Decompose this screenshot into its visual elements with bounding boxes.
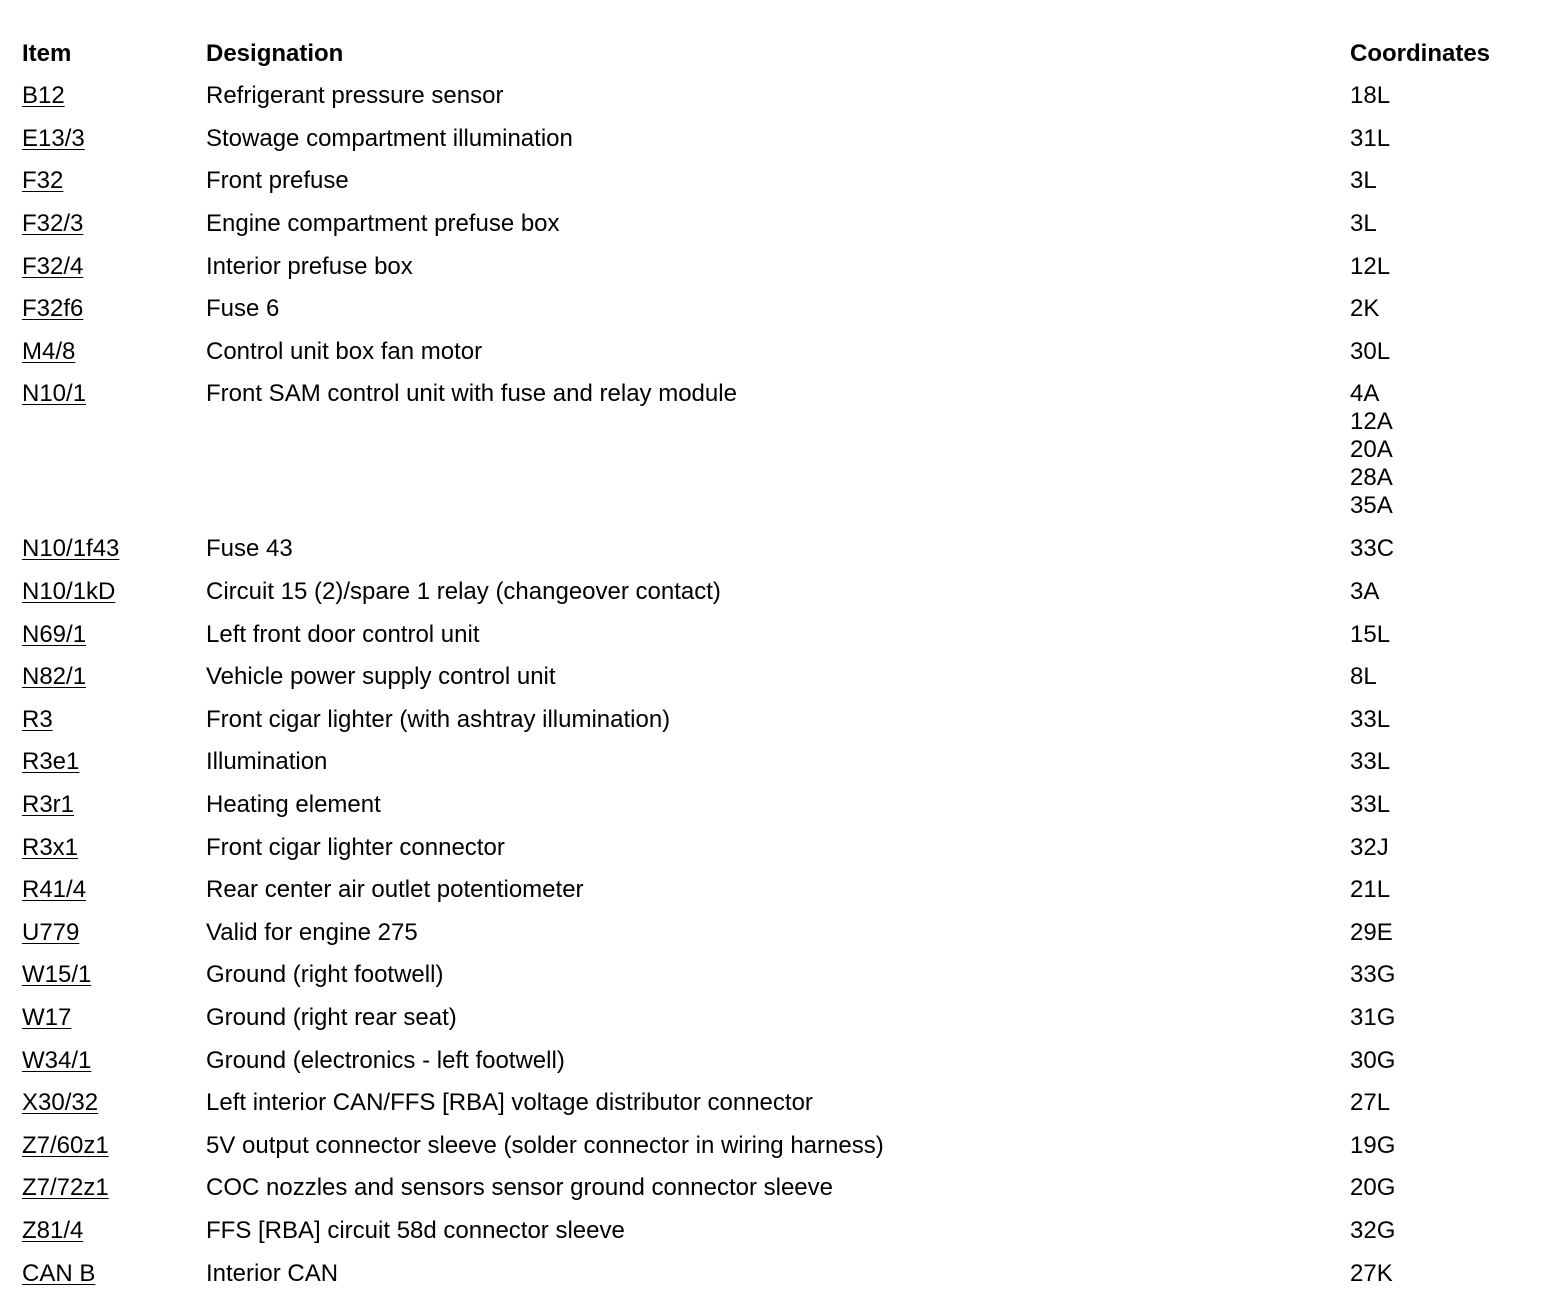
item-link[interactable]: Z81/4 [22,1216,84,1244]
designation-cell: Fuse 6 [206,295,280,323]
table-row [22,1167,1552,1210]
coordinate-value: 30L [1350,337,1391,365]
table-row [22,699,1552,742]
item-link[interactable]: N10/1 [22,380,87,408]
coordinate-value: 32J [1350,833,1389,861]
item-link[interactable]: F32/3 [22,210,84,238]
item-link[interactable]: N10/1f43 [22,535,120,563]
table-row [22,1039,1552,1082]
item-cell [22,160,206,203]
coordinate-value: 27L [1350,1089,1391,1117]
item-cell [22,118,206,161]
coordinate-value: 3L [1350,167,1377,195]
item-link[interactable]: Z7/72z1 [22,1174,109,1202]
item-cell [22,1252,206,1295]
header-row [22,33,1552,75]
designation-cell: Front cigar lighter (with ashtray illumination) [206,705,671,733]
coordinate-value: 33L [1350,791,1391,819]
designation-cell: Engine compartment prefuse box [206,210,560,238]
designation-cell: Vehicle power supply control unit [206,663,556,691]
coordinates-cell [1350,75,1552,118]
coordinate-value: 12L [1350,252,1391,280]
coordinate-value: 3A [1350,578,1380,606]
coordinate-value: 32G [1350,1216,1396,1244]
table-row [22,613,1552,656]
coordinates-cell [1350,912,1552,955]
coordinates-cell [1350,954,1552,997]
coordinate-value: 15L [1350,620,1391,648]
designation-cell: Circuit 15 (2)/spare 1 relay (changeover contact) [206,578,721,606]
coordinates-cell [1350,1039,1552,1082]
item-cell [22,613,206,656]
table-row [22,869,1552,912]
item-link[interactable]: F32 [22,167,64,195]
item-cell [22,912,206,955]
coordinate-value: 33L [1350,705,1391,733]
item-cell [22,1082,206,1125]
coordinate-value: 27K [1350,1259,1393,1287]
coordinate-value: 30G [1350,1046,1396,1074]
table-row [22,528,1552,571]
coordinate-value: 20A [1350,436,1393,464]
designation-cell: Front prefuse [206,167,349,195]
designation-cell: 5V output connector sleeve (solder connector in wiring harness) [206,1131,884,1159]
item-link[interactable]: M4/8 [22,337,76,365]
coordinate-value: 3L [1350,210,1377,238]
item-link[interactable]: F32/4 [22,252,84,280]
designation-cell: Refrigerant pressure sensor [206,82,504,110]
designation-cell: Ground (electronics - left footwell) [206,1046,565,1074]
coordinates-cell [1350,1124,1552,1167]
item-link[interactable]: N82/1 [22,663,87,691]
item-cell [22,826,206,869]
coordinates-cell [1350,656,1552,699]
coordinate-value: 29E [1350,918,1393,946]
coordinate-value: 28A [1350,464,1393,492]
table-row [22,912,1552,955]
coordinate-value: 2K [1350,295,1380,323]
component-legend-table [22,33,1552,1295]
item-cell [22,1039,206,1082]
item-link[interactable]: U779 [22,918,80,946]
designation-cell: Interior CAN [206,1259,339,1287]
coordinates-cell [1350,1082,1552,1125]
table-row [22,75,1552,118]
table-row [22,118,1552,161]
item-link[interactable]: W17 [22,1003,72,1031]
coordinates-cell [1350,373,1552,528]
item-link[interactable]: W15/1 [22,961,92,989]
coordinates-cell [1350,699,1552,742]
coordinates-cell [1350,288,1552,331]
designation-cell: Stowage compartment illumination [206,124,573,152]
coordinates-cell [1350,528,1552,571]
coordinate-value: 4A [1350,380,1380,408]
coordinates-cell [1350,826,1552,869]
designation-cell: Fuse 43 [206,535,293,563]
coordinate-value: 33L [1350,748,1391,776]
item-cell [22,997,206,1040]
item-link[interactable]: F32f6 [22,295,84,323]
item-link[interactable]: N69/1 [22,620,87,648]
coordinates-cell [1350,245,1552,288]
designation-cell: Heating element [206,791,381,819]
designation-cell: FFS [RBA] circuit 58d connector sleeve [206,1216,625,1244]
coordinates-cell [1350,118,1552,161]
item-cell [22,571,206,614]
item-link[interactable]: R41/4 [22,876,87,904]
table-row [22,656,1552,699]
coordinates-cell [1350,1210,1552,1253]
item-link[interactable]: R3 [22,705,53,733]
table-row [22,373,1552,528]
item-cell [22,1124,206,1167]
coordinates-cell [1350,613,1552,656]
item-cell [22,656,206,699]
coordinates-cell [1350,1167,1552,1210]
item-link[interactable]: R3x1 [22,833,79,861]
table-row [22,826,1552,869]
coordinates-cell [1350,784,1552,827]
designation-cell: Left front door control unit [206,620,480,648]
legend-body [22,75,1552,1295]
item-link[interactable]: R3r1 [22,791,75,819]
table-row [22,331,1552,374]
header-coordinates: Coordinates [1350,40,1491,67]
table-row [22,741,1552,784]
item-cell [22,1210,206,1253]
coordinates-cell [1350,1252,1552,1295]
designation-cell: Rear center air outlet potentiometer [206,876,584,904]
item-cell [22,869,206,912]
designation-cell: Interior prefuse box [206,252,413,280]
item-cell [22,741,206,784]
item-link[interactable]: CAN B [22,1259,96,1287]
header-item: Item [22,40,72,67]
coordinate-value: 19G [1350,1131,1396,1159]
designation-cell: Illumination [206,748,328,776]
coordinate-value: 18L [1350,82,1391,110]
item-cell [22,784,206,827]
table-row [22,997,1552,1040]
coordinate-value: 33C [1350,535,1395,563]
coordinate-value: 35A [1350,492,1393,520]
table-row [22,203,1552,246]
item-cell [22,75,206,118]
coordinate-value: 8L [1350,663,1377,691]
coordinates-cell [1350,997,1552,1040]
designation-cell: Ground (right rear seat) [206,1003,457,1031]
coordinate-value: 20G [1350,1174,1396,1202]
table-row [22,784,1552,827]
item-cell [22,288,206,331]
item-link[interactable]: B12 [22,82,65,110]
coordinates-cell [1350,203,1552,246]
coordinates-cell [1350,869,1552,912]
table-row [22,1210,1552,1253]
designation-cell: COC nozzles and sensors sensor ground connector sleeve [206,1174,833,1202]
coordinates-cell [1350,160,1552,203]
item-link[interactable]: Z7/60z1 [22,1131,109,1159]
table-row [22,1124,1552,1167]
designation-cell: Front cigar lighter connector [206,833,505,861]
table-row [22,1252,1552,1295]
coordinate-value: 31L [1350,124,1391,152]
item-cell [22,203,206,246]
designation-cell: Ground (right footwell) [206,961,444,989]
coordinates-cell [1350,571,1552,614]
table-row [22,571,1552,614]
coordinates-cell [1350,741,1552,784]
coordinate-value: 33G [1350,961,1396,989]
designation-cell: Valid for engine 275 [206,918,418,946]
item-cell [22,954,206,997]
designation-cell: Front SAM control unit with fuse and relay module [206,380,737,408]
item-link[interactable]: R3e1 [22,748,80,776]
coordinate-value: 31G [1350,1003,1396,1031]
item-link[interactable]: N10/1kD [22,578,116,606]
item-cell [22,1167,206,1210]
header-designation: Designation [206,40,344,67]
coordinates-cell [1350,331,1552,374]
item-link[interactable]: E13/3 [22,124,85,152]
designation-cell: Left interior CAN/FFS [RBA] voltage distributor connector [206,1089,813,1117]
designation-cell: Control unit box fan motor [206,337,483,365]
table-row [22,954,1552,997]
coordinate-value: 12A [1350,408,1393,436]
table-row [22,245,1552,288]
item-cell [22,528,206,571]
item-cell [22,331,206,374]
table-row [22,1082,1552,1125]
item-cell [22,245,206,288]
coordinate-value: 21L [1350,876,1391,904]
table-row [22,288,1552,331]
item-link[interactable]: X30/32 [22,1089,99,1117]
item-cell [22,373,206,528]
table-row [22,160,1552,203]
item-cell [22,699,206,742]
item-link[interactable]: W34/1 [22,1046,92,1074]
